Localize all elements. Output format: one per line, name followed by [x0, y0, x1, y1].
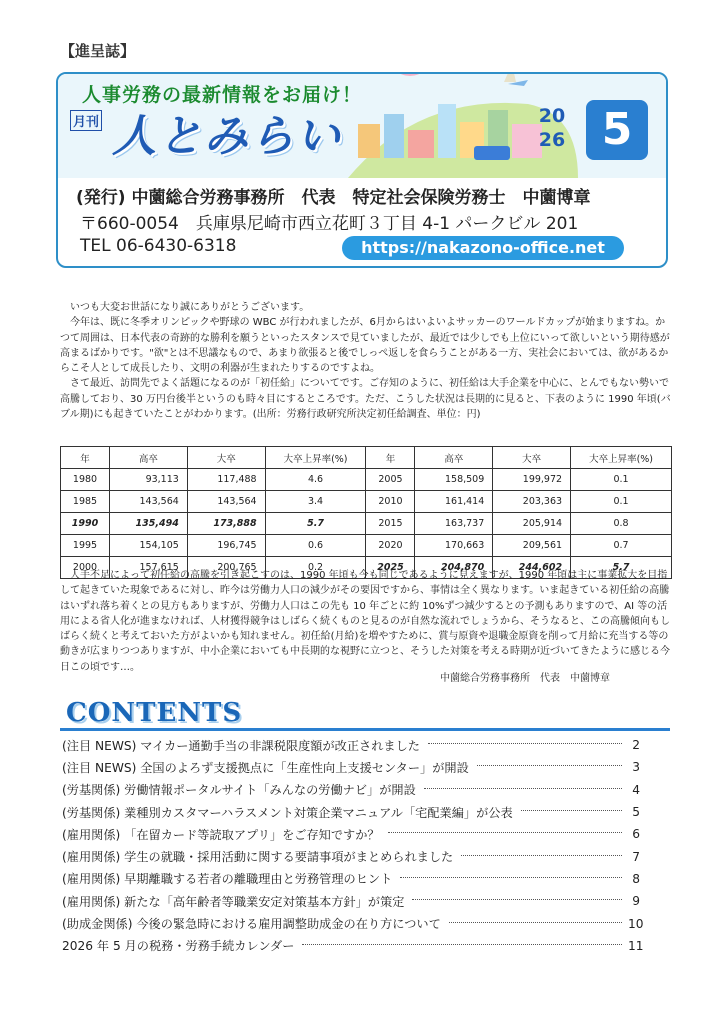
table-cell: 143,564: [187, 491, 265, 513]
toc-item-title: (雇用関係) 早期離職する若者の離職理由と労務管理のヒント: [62, 872, 393, 887]
toc-item-page: 3: [632, 760, 640, 775]
table-cell: 0.1: [571, 491, 672, 513]
toc-leader: [412, 899, 622, 900]
table-cell: 4.6: [265, 469, 366, 491]
toc-leader: [521, 810, 622, 811]
newsletter-title: 人とみらい: [112, 111, 342, 162]
table-cell: 117,488: [187, 469, 265, 491]
starting-salary-table: [60, 446, 672, 579]
issue-year-bottom: 26: [538, 129, 566, 151]
sun-icon: [388, 74, 432, 76]
table-cell: 173,888: [187, 513, 265, 535]
table-row: [61, 469, 672, 491]
table-cell: 209,561: [493, 535, 571, 557]
table-cell: 0.8: [571, 513, 672, 535]
toc-item-title: (助成金関係) 今後の緊急時における雇用調整助成金の在り方について: [62, 917, 441, 932]
table-cell: 5.7: [571, 557, 672, 579]
table-of-contents: [62, 734, 644, 957]
toc-leader: [400, 877, 622, 878]
toc-item-title: (注目 NEWS) 全国のよろず支援拠点に「生産性向上支援センター」が開設: [62, 760, 469, 775]
toc-leader: [428, 743, 622, 744]
table-cell: 0.7: [571, 535, 672, 557]
toc-item-page: 6: [632, 827, 640, 842]
building-shape: [438, 104, 456, 158]
table-cell: 2005: [366, 469, 415, 491]
toc-item-page: 11: [628, 938, 644, 953]
table-cell: 2025: [366, 557, 415, 579]
contents-heading: CONTENTS: [66, 698, 243, 728]
toc-leader: [424, 788, 622, 789]
toc-item-page: 5: [632, 805, 640, 820]
toc-item[interactable]: [62, 801, 640, 823]
toc-item-page: 10: [628, 916, 644, 931]
table-cell: 0.2: [265, 557, 366, 579]
toc-item-page: 8: [632, 871, 640, 886]
toc-leader: [477, 765, 622, 766]
tagline: 人事労務の最新情報をお届け！: [82, 84, 363, 106]
toc-item[interactable]: [62, 823, 640, 845]
table-header-cell: 大卒上昇率(%): [265, 447, 366, 469]
toc-item[interactable]: [62, 734, 640, 756]
table-cell: 0.6: [265, 535, 366, 557]
table-header-cell: 大卒上昇率(%): [571, 447, 672, 469]
publisher-line: (発行) 中薗総合労務事務所 代表 特定社会保険労務士 中薗博章: [76, 188, 591, 208]
table-header-cell: 高卒: [110, 447, 188, 469]
table-cell: 1985: [61, 491, 110, 513]
intro-paragraph: 今年は、既に冬季オリンピックや野球の WBC が行われましたが、6月からはいよいよサッカーのワールドカップが始まりますね。かつて周囲は、日本代表の奇跡的な勝利を願うといったスタンスで見ていましたが、最近では少しでも上位にいって欲しいという期待感が高まるばかりです。"欲"とは不思議なもので、あまり欲張ると後でしっぺ返しを食らうことがある一方、実社会においては、欲があるからこそ人として成長したり、文明の利器が生まれたりするのですよね。: [60, 317, 670, 375]
issue-year-top: 20: [538, 105, 566, 127]
table-header-cell: 大卒: [493, 447, 571, 469]
contents-divider: [60, 728, 670, 731]
table-row: [61, 535, 672, 557]
toc-item[interactable]: [62, 845, 640, 867]
website-link[interactable]: https://nakazono-office.net: [342, 236, 624, 260]
toc-item-page: 4: [632, 782, 640, 797]
toc-leader: [302, 944, 622, 945]
issue-month: 5: [586, 100, 648, 160]
table-cell: 3.4: [265, 491, 366, 513]
table-cell: 163,737: [415, 513, 493, 535]
table-header-cell: 大卒: [187, 447, 265, 469]
table-cell: 157,615: [110, 557, 188, 579]
toc-leader: [461, 855, 622, 856]
table-cell: 158,509: [415, 469, 493, 491]
body-paragraph: 人手不足によって初任給の高騰を引き起こすのは、1990 年頃も今も同じであるように見えますが、1990 年頃は主に事業拡大を目指して起きていた現象であるに対し、昨今は労働力人口の減少がその要因ですから、事情は全く異なります。いま起きている初任給の高騰はいずれ落ち着くとの見方もありますが、労働力人口はこの先も 10 年ごとに約 10%ずつ減少するとの予測もありますので、AI 等の活用による省人化が進まなければ、人材獲得競争はしばらく続くものと見るのが自然な流れでしょうから、そうなると、この高騰傾向もしばらく続くと考えておいた方がよいかも知れません。初任給(月給)を増やすために、賞与原資や退職金原資を削って月給に充当する等の動きが広まりつつありますが、中小企業においても中長期的な視野に立つと、そうした対策を考える時期が近づいてきたように感じる今日この頃です…。: [60, 570, 670, 673]
toc-item-title: (雇用関係) 「在留カード等読取アプリ」をご存知ですか？: [62, 827, 380, 842]
toc-item-title: 2026 年 5 月の税務・労務手続カレンダー: [62, 939, 295, 954]
bus-icon: [474, 146, 510, 160]
toc-item[interactable]: [62, 890, 640, 912]
toc-item-title: (労基関係) 労働情報ポータルサイト「みんなの労働ナビ」が開設: [62, 783, 416, 798]
tower-icon: [504, 74, 516, 82]
table-cell: 196,745: [187, 535, 265, 557]
table-cell: 205,914: [493, 513, 571, 535]
table-cell: 143,564: [110, 491, 188, 513]
intro-text: [60, 300, 672, 422]
toc-item-title: (注目 NEWS) マイカー通勤手当の非課税限度額が改正されました: [62, 738, 420, 753]
toc-item-page: 9: [632, 894, 640, 909]
table-cell: 93,113: [110, 469, 188, 491]
building-shape: [358, 124, 380, 158]
intro-paragraph: いつも大変お世話になり誠にありがとうございます。: [70, 302, 310, 313]
building-shape: [408, 130, 434, 158]
table-cell: 200,765: [187, 557, 265, 579]
toc-item[interactable]: [62, 935, 644, 957]
monthly-label: 月刊: [70, 110, 102, 131]
table-cell: 2020: [366, 535, 415, 557]
toc-item[interactable]: [62, 912, 644, 934]
issue-year: [528, 104, 576, 160]
table-cell: 154,105: [110, 535, 188, 557]
table-cell: 204,870: [415, 557, 493, 579]
toc-item[interactable]: [62, 756, 640, 778]
table-cell: 2015: [366, 513, 415, 535]
table-cell: 244,602: [493, 557, 571, 579]
tel-line: TEL 06-6430-6318: [80, 236, 237, 256]
table-cell: 5.7: [265, 513, 366, 535]
table-cell: 135,494: [110, 513, 188, 535]
toc-item-title: (雇用関係) 学生の就職・採用活動に関する要請事項がまとめられました: [62, 850, 454, 865]
toc-item-title: (雇用関係) 新たな「高年齢者等職業安定対策基本方針」が策定: [62, 894, 405, 909]
table-cell: 1995: [61, 535, 110, 557]
table-cell: 2000: [61, 557, 110, 579]
table-header-cell: 年: [366, 447, 415, 469]
toc-item[interactable]: [62, 868, 640, 890]
table-cell: 2010: [366, 491, 415, 513]
table-cell: 1980: [61, 469, 110, 491]
address-line: 〒660-0054 兵庫県尼崎市西立花町３丁目 4-1 パークビル 201: [80, 214, 579, 234]
building-shape: [384, 114, 404, 158]
table-cell: 161,414: [415, 491, 493, 513]
table-cell: 170,663: [415, 535, 493, 557]
table-row: [61, 513, 672, 535]
toc-leader: [388, 832, 622, 833]
table-cell: 199,972: [493, 469, 571, 491]
table-header-cell: 年: [61, 447, 110, 469]
body-text: [60, 568, 672, 675]
table-row: [61, 491, 672, 513]
document-tag: 【進呈誌】: [60, 42, 136, 60]
toc-item-title: (労基関係) 業種別カスタマーハラスメント対策企業マニュアル「宅配業編」が公表: [62, 805, 513, 820]
toc-leader: [449, 922, 622, 923]
intro-paragraph: さて最近、訪問先でよく話題になるのが「初任給」についてです。ご存知のように、初任給は大手企業を中心に、とんでもない勢いで高騰しており、30 万円台後半というのも時々目にするところです。ただ、こうした状況は長期的に見ると、下表のように 1990 年頃(バブル期)にも起きていたことがわかります。(出所：労務行政研究所決定初任給調査、単位：円): [60, 378, 671, 421]
table-header-cell: 高卒: [415, 447, 493, 469]
signature: 中薗総合労務事務所 代表 中薗博章: [440, 673, 610, 684]
table-cell: 203,363: [493, 491, 571, 513]
table-header-row: [61, 447, 672, 469]
toc-item[interactable]: [62, 779, 640, 801]
table-cell: 1990: [61, 513, 110, 535]
table-cell: 0.1: [571, 469, 672, 491]
toc-item-page: 7: [632, 849, 640, 864]
toc-item-page: 2: [632, 738, 640, 753]
